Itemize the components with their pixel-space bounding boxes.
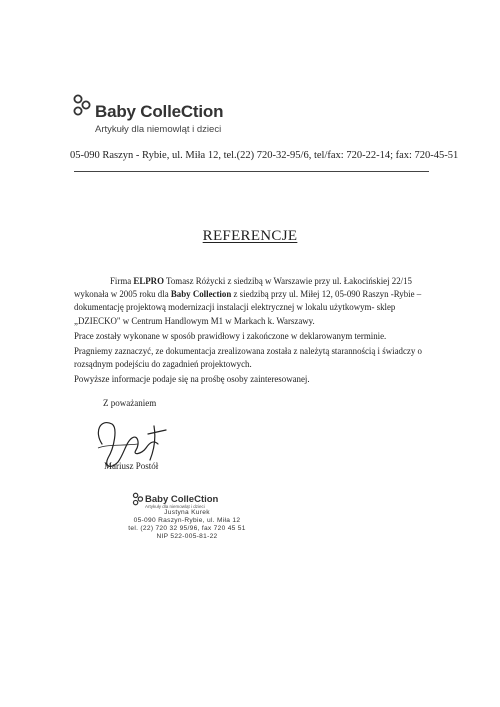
letterhead-tagline: Artykuły dla niemowląt i dzieci xyxy=(95,124,222,135)
p1-company: ELPRO xyxy=(133,276,164,286)
letterhead-address: 05-090 Raszyn - Rybie, ul. Miła 12, tel.(22) 720-32-95/6, tel/fax: 720-22-14; fax: 720-45-51 xyxy=(70,150,459,161)
signer-name: Mariusz Postół xyxy=(104,461,159,471)
letter-body xyxy=(74,275,436,389)
body-paragraph-4: Powyższe informacje podaje się na prośbę osoby zainteresowanej. xyxy=(74,374,310,385)
body-paragraph-2: Prace zostały wykonane w sposób prawidłowy i zakończone w deklarowanym terminie. xyxy=(74,330,387,341)
body-paragraph-1 xyxy=(74,275,436,328)
body-paragraph-3: Pragniemy zaznaczyć, ze dokumentacja zrealizowana została z należytą starannością i świadczy o rozsądnym podejściu do zagadnień projektowych. xyxy=(74,346,422,370)
document-title-text: REFERENCJE xyxy=(202,228,298,244)
letterhead-brand-name: Baby ColleCtion xyxy=(95,102,224,121)
p1-text-pre: Firma xyxy=(110,276,134,286)
p1-client: Baby Collection xyxy=(170,289,232,300)
stamp-owner: Justyna Kurek xyxy=(164,509,210,516)
signoff: Z poważaniem xyxy=(103,398,157,408)
p1-text-mid: Tomasz Różycki z siedzibą w Warszawie przy ul. Łakocińskiej 22/15 wykonała w 2005 roku dla xyxy=(74,276,412,300)
stamp-nip: NIP 522-005-81-22 xyxy=(156,533,218,540)
document-title xyxy=(0,228,500,245)
company-stamp xyxy=(112,492,262,552)
stamp-address: 05-090 Raszyn-Rybie, ul. Miła 12 xyxy=(133,517,241,524)
stamp-logo-icon xyxy=(132,492,144,506)
stamp-phone: tel. (22) 720 32 95/96, fax 720 45 51 xyxy=(128,525,246,532)
stamp-tagline: Artykuły dla niemowląt i dzieci xyxy=(145,504,205,509)
letterhead-divider xyxy=(74,171,429,172)
p1-text-post: z siedzibą przy ul. Miłej 12, 05-090 Raszyn -Rybie – dokumentację projektową modernizacji instalacji elektrycznej w lokalu użytkowym- sklep „DZIECKO" w Centrum Handlowym M1 w Markach k. Warszawy. xyxy=(74,289,422,326)
stamp-brand-name: Baby ColleCtion xyxy=(145,494,219,505)
baby-collection-logo-icon xyxy=(72,94,92,116)
